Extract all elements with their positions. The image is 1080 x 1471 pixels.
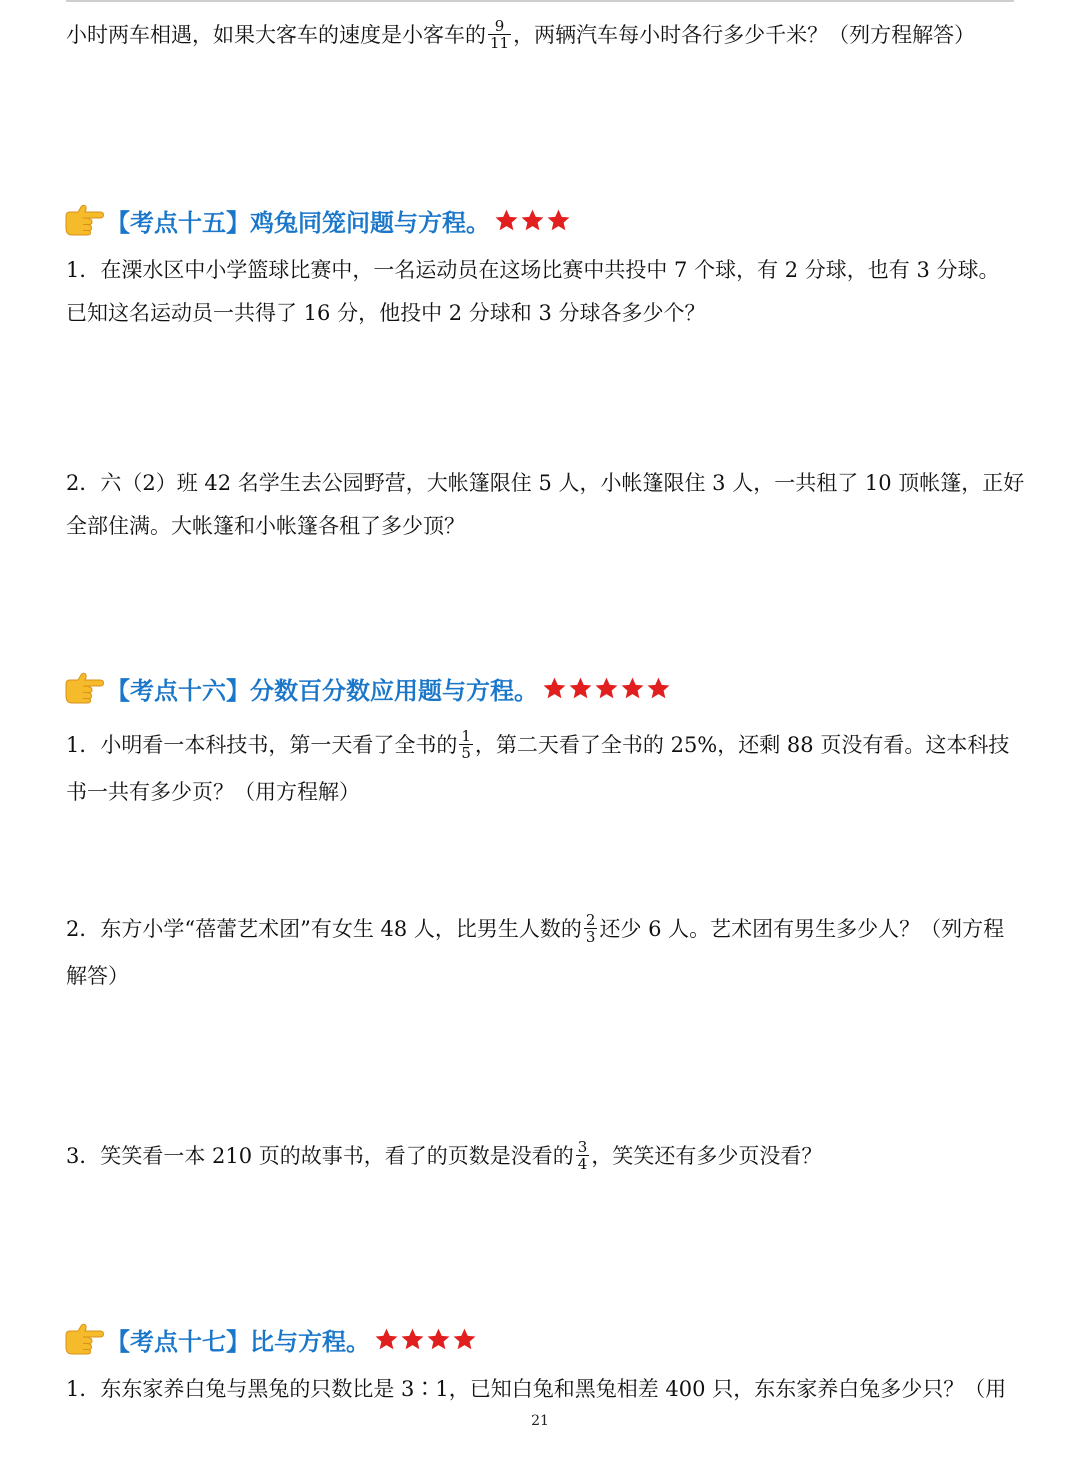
star-icon [494, 208, 519, 233]
question-line: 书一共有多少页？（用方程解） [66, 780, 360, 804]
intro-question [66, 14, 1016, 57]
question-15-1 [66, 249, 1016, 335]
fraction [576, 1139, 590, 1172]
difficulty-stars [494, 208, 572, 233]
question-line: 1．在溧水区中小学篮球比赛中，一名运动员在这场比赛中共投中 7 个球，有 2 分球，也有 3 分球。 [66, 258, 1000, 282]
fraction [584, 912, 598, 945]
difficulty-stars [542, 676, 672, 701]
star-icon [646, 676, 671, 701]
fraction-denominator: 4 [577, 1155, 588, 1173]
question-text: ，第二天看了全书的 25%，还剩 88 页没有看。这本科技 [474, 733, 1010, 757]
fraction [488, 18, 511, 51]
star-icon [542, 676, 567, 701]
top-divider [66, 0, 1014, 2]
section-heading-15 [64, 198, 572, 242]
fraction-denominator: 3 [585, 928, 596, 946]
question-line: 全部住满。大帐篷和小帐篷各租了多少顶？ [66, 514, 465, 538]
star-icon [426, 1327, 451, 1352]
question-text: ，笑笑还有多少页没看？ [591, 1144, 823, 1168]
fraction-denominator: 5 [461, 744, 471, 762]
fraction-denominator: 11 [490, 34, 510, 52]
question-line: 1．东东家养白兔与黑兔的只数比是 3∶1，已知白兔和黑兔相差 400 只，东东家养白兔多少只？（用 [66, 1377, 1007, 1401]
section-title: 【考点十六】分数百分数应用题与方程。 [106, 676, 538, 705]
question-text: 2．东方小学“蓓蕾艺术团”有女生 48 人，比男生人数的 [66, 917, 582, 941]
question-line: 已知这名运动员一共得了 16 分，他投中 2 分球和 3 分球各多少个？ [66, 301, 706, 325]
question-17-1 [66, 1368, 1016, 1411]
star-icon [520, 208, 545, 233]
page-number: 21 [531, 1413, 549, 1429]
question-text: 1．小明看一本科技书，第一天看了全书的 [66, 733, 458, 757]
fraction-numerator: 3 [577, 1138, 588, 1156]
fraction-numerator: 9 [488, 18, 511, 35]
section-title: 【考点十五】鸡兔同笼问题与方程。 [106, 208, 490, 237]
question-text: 还少 6 人。艺术团有男生多少人？（列方程 [599, 917, 1005, 941]
pointing-hand-icon [64, 672, 104, 704]
star-icon [374, 1327, 399, 1352]
section-heading-16 [64, 666, 672, 710]
question-line: 解答） [66, 964, 129, 988]
star-icon [546, 208, 571, 233]
star-icon [568, 676, 593, 701]
section-title: 【考点十七】比与方程。 [106, 1327, 370, 1356]
fraction-numerator: 2 [585, 911, 596, 929]
star-icon [400, 1327, 425, 1352]
difficulty-stars [374, 1327, 478, 1352]
question-16-3 [66, 1133, 1016, 1180]
question-15-2 [66, 462, 1025, 548]
question-16-1 [66, 722, 1016, 816]
section-heading-17 [64, 1317, 478, 1361]
fraction [459, 728, 473, 761]
fraction-numerator: 1 [461, 727, 471, 745]
question-text: 3．笑笑看一本 210 页的故事书，看了的页数是没看的 [66, 1144, 574, 1168]
star-icon [620, 676, 645, 701]
intro-text-after: ，两辆汽车每小时各行多少千米？（列方程解答） [513, 23, 976, 47]
star-icon [594, 676, 619, 701]
pointing-hand-icon [64, 1323, 104, 1355]
question-line: 2．六（2）班 42 名学生去公园野营，大帐篷限住 5 人，小帐篷限住 3 人，一共租了 10 顶帐篷，正好 [66, 471, 1025, 495]
star-icon [452, 1327, 477, 1352]
question-16-2 [66, 906, 1016, 1000]
intro-text-before: 小时两车相遇，如果大客车的速度是小客车的 [66, 23, 486, 47]
pointing-hand-icon [64, 204, 104, 236]
